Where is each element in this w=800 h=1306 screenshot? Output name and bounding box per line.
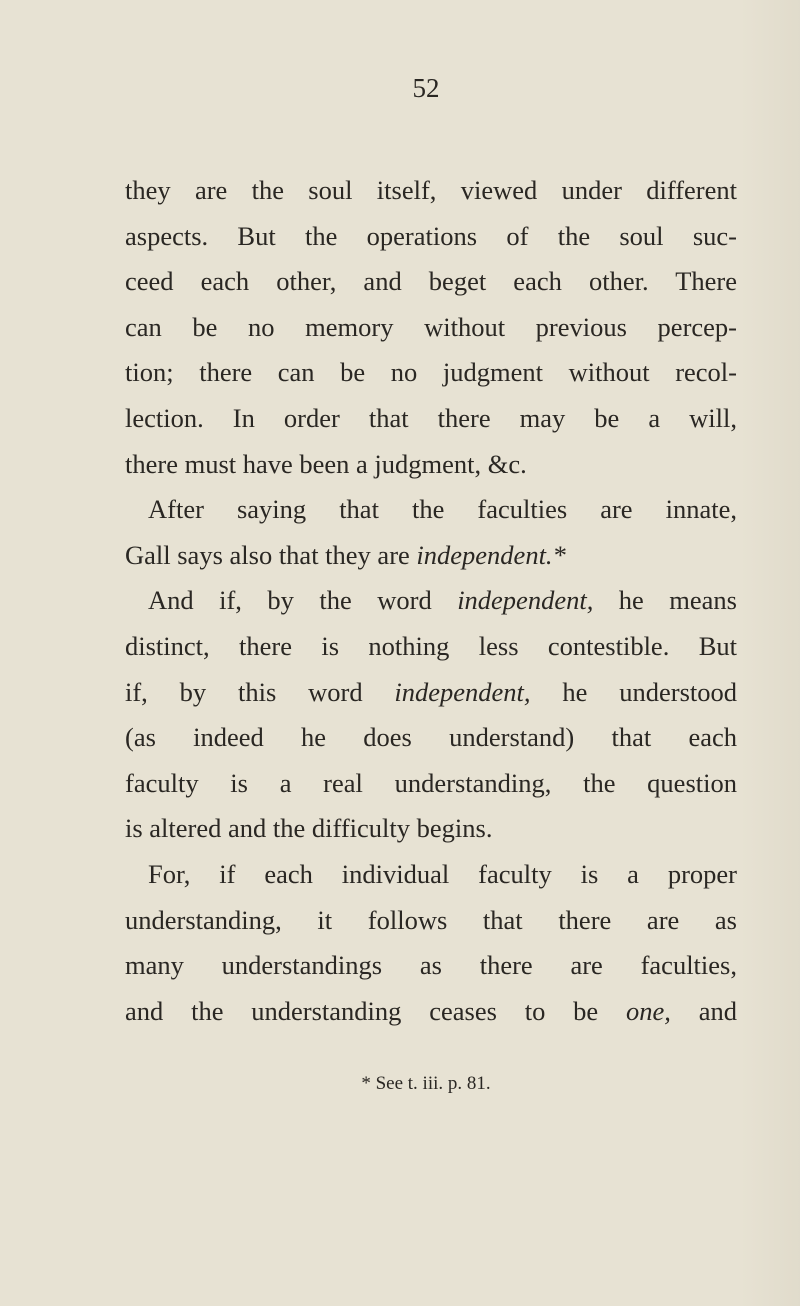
text-segment: ceed each other, and beget each other. There xyxy=(125,266,737,297)
text-segment: can be no memory without previous percep- xyxy=(125,311,737,342)
text-line xyxy=(125,352,737,398)
text-segment: distinct, there is nothing less contestible. But xyxy=(125,630,737,661)
text-line xyxy=(125,444,737,490)
italic-text: independent, xyxy=(394,676,531,707)
text-line xyxy=(125,854,737,900)
text-segment: he understood xyxy=(530,676,737,707)
text-segment: understanding, it follows that there are as xyxy=(125,904,737,935)
italic-text: independent, xyxy=(457,585,594,616)
text-line xyxy=(125,717,737,763)
text-segment: lection. In order that there may be a will, xyxy=(125,402,737,433)
text-line xyxy=(125,170,737,216)
footnote: * See t. iii. p. 81. xyxy=(361,1073,491,1094)
page-edge-shading xyxy=(740,0,800,1306)
text-segment: And if, by the word xyxy=(148,585,458,616)
text-line xyxy=(125,307,737,353)
text-line xyxy=(125,398,737,444)
text-line xyxy=(125,626,737,672)
text-segment: they are the soul itself, viewed under different xyxy=(125,175,737,205)
text-segment: and the understanding ceases to be xyxy=(125,995,627,1026)
text-segment: tion; there can be no judgment without recol- xyxy=(125,357,737,388)
text-segment: if, by this word xyxy=(125,676,395,707)
text-line xyxy=(125,261,737,307)
italic-text: independent.* xyxy=(416,539,566,570)
text-segment: After saying that the faculties are innate, xyxy=(148,494,737,525)
text-segment: and xyxy=(670,995,737,1026)
text-line xyxy=(125,672,737,718)
text-segment: (as indeed he does understand) that each xyxy=(125,722,737,753)
text-line xyxy=(125,991,737,1037)
text-line xyxy=(125,900,737,946)
text-line xyxy=(125,580,737,626)
text-segment: Gall says also that they are xyxy=(125,539,417,570)
italic-text: one, xyxy=(626,995,671,1026)
text-line xyxy=(125,945,737,991)
text-segment: For, if each individual faculty is a proper xyxy=(148,858,737,889)
body-text xyxy=(125,170,737,1036)
text-segment: he means xyxy=(593,585,737,616)
text-line xyxy=(125,535,737,581)
text-segment: many understandings as there are faculties, xyxy=(125,950,737,981)
text-segment: aspects. But the operations of the soul suc- xyxy=(125,220,737,251)
text-line xyxy=(125,216,737,262)
text-line xyxy=(125,489,737,535)
text-segment: faculty is a real understanding, the question xyxy=(125,767,737,798)
text-segment: is altered and the difficulty begins. xyxy=(125,813,493,844)
text-line xyxy=(125,808,737,854)
page-number: 52 xyxy=(412,73,440,103)
text-line xyxy=(125,763,737,809)
text-segment: there must have been a judgment, &c. xyxy=(125,448,527,479)
